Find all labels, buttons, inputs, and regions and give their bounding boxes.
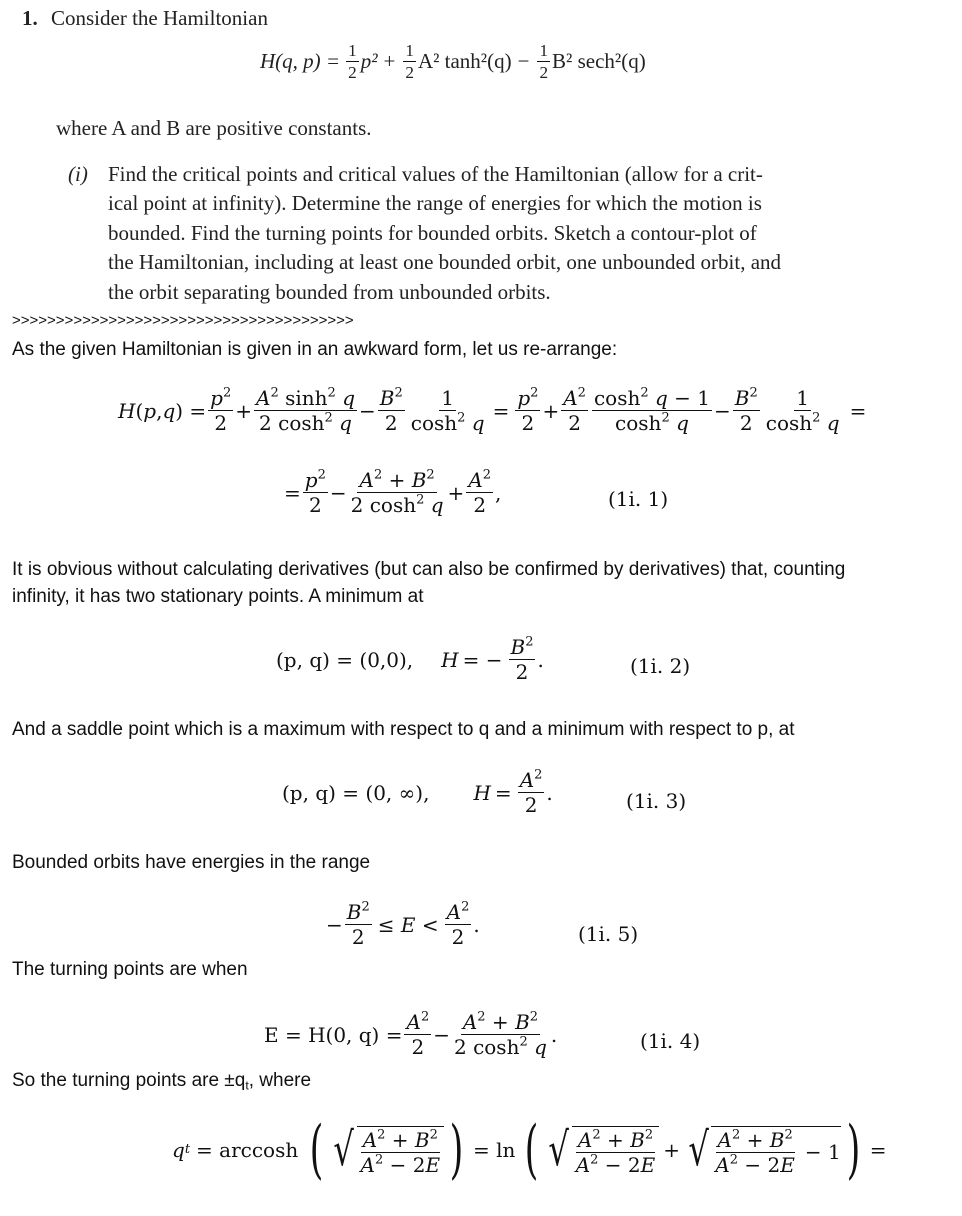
equation-qt: q t = arccosh ( √ $\frac{A^2 + B^2}{A^2 - 2E}$ ) = ln ( √ $\frac{A^2 + B^2}{A^2 - 2E}$ + √ $\frac{A^2 + B^2}{A^2 - 2E}$ − 1 ) = bbox=[172, 1113, 887, 1187]
equation-rearranged-line2: = $\frac{p^2}{2}$ − $\frac{A^2 + B^2}{2 \cosh^2 q}$ + $\frac{A^2}{2}$ , bbox=[284, 467, 502, 517]
part-line: Find the critical points and critical values of the Hamiltonian (allow for a crit- bbox=[108, 162, 763, 186]
paragraph-turning: The turning points are when bbox=[12, 959, 248, 980]
term-tanh: A² tanh²(q) bbox=[417, 49, 512, 74]
equation-label: (1i. 2) bbox=[630, 654, 691, 678]
half-fraction: $\frac{1}{2}$ bbox=[348, 41, 357, 83]
paragraph-so-turning: So the turning points are $\pm q_t$, where bbox=[12, 1070, 312, 1093]
equation-energy-range: − $\frac{B^2}{2}$ ≤ E < $\frac{A^2}{2}$ . bbox=[326, 899, 480, 949]
part-line: the Hamiltonian, including at least one bounded orbit, one unbounded orbit, and bbox=[108, 250, 782, 275]
paragraph-bounded: Bounded orbits have energies in the range bbox=[12, 852, 371, 873]
equation-minimum: (p, q) = (0,0), H = − $\frac{B^2}{2}$ . bbox=[276, 634, 544, 684]
part-line: the orbit separating bounded from unbounded orbits. bbox=[108, 279, 551, 304]
part-text bbox=[108, 160, 781, 307]
separator-arrows: >>>>>>>>>>>>>>>>>>>>>>>>>>>>>>>>>>>>>>> bbox=[12, 312, 354, 329]
turning-lhs: E = H(0, q) = bbox=[264, 1022, 403, 1047]
saddle-point: (p, q) = (0, ∞), bbox=[282, 780, 430, 805]
part-label: (i) bbox=[68, 162, 88, 186]
equation-label: (1i. 3) bbox=[626, 789, 687, 813]
equation-rearranged-line1: H ( p , q ) = $\frac{p^2}{2}$ + $\frac{A^2 \sinh^2 q}{2 \cosh^2 q}$ − $\frac{B^2}{2}$ $\frac{1}{\cosh^2 q}$ = $\frac{p^2}{2}$ + $\frac{A^2}{2}$ $\frac{\cosh^2 q - 1}{\cosh^2 q}$ − $\frac{B^2}{2}$ $\frac{1}{\cosh^2 q}$ = bbox=[118, 385, 867, 435]
answer-intro: As the given Hamiltonian is given in an awkward form, let us re-arrange: bbox=[12, 339, 618, 360]
paragraph-obvious: It is obvious without calculating derivatives (but can also be confirmed by derivatives) that, counting infinity, it has two stationary points. A minimum at bbox=[12, 559, 846, 607]
half-fraction: $\frac{1}{2}$ bbox=[405, 41, 414, 83]
equation-turning-condition: E = H(0, q) = $\frac{A^2}{2}$ − $\frac{A^2 + B^2}{2 \cosh^2 q}$ . bbox=[264, 1009, 558, 1059]
part-line: ical point at infinity). Determine the range of energies for which the motion is bbox=[108, 191, 762, 216]
half-fraction: $\frac{1}{2}$ bbox=[539, 41, 549, 83]
problem-intro: Consider the Hamiltonian bbox=[51, 6, 268, 30]
part-line: bounded. Find the turning points for bounded orbits. Sketch a contour-plot of bbox=[108, 220, 757, 245]
equation-label: (1i. 1) bbox=[608, 487, 669, 511]
hamiltonian-equation: H(q, p) = $\frac{1}{2}$ p² + $\frac{1}{2}$ A² tanh²(q) − $\frac{1}{2}$ B² sech²(q) bbox=[260, 41, 646, 83]
minimum-point: (p, q) = (0,0), bbox=[276, 647, 414, 672]
where-line: where A and B are positive constants. bbox=[56, 116, 372, 140]
problem-number: 1. bbox=[22, 6, 38, 30]
term-sech: B² sech²(q) bbox=[552, 49, 646, 74]
hamiltonian-lhs: H(q, p) = bbox=[260, 49, 341, 74]
equation-saddle: (p, q) = (0, ∞), H = $\frac{A^2}{2}$ . bbox=[282, 767, 553, 817]
problem-heading bbox=[22, 4, 268, 33]
equation-label: (1i. 5) bbox=[578, 922, 639, 946]
paragraph-saddle: And a saddle point which is a maximum with respect to q and a minimum with respect to p, at bbox=[12, 719, 795, 740]
equation-label: (1i. 4) bbox=[640, 1029, 701, 1053]
term-p-squared: p² bbox=[360, 49, 378, 74]
